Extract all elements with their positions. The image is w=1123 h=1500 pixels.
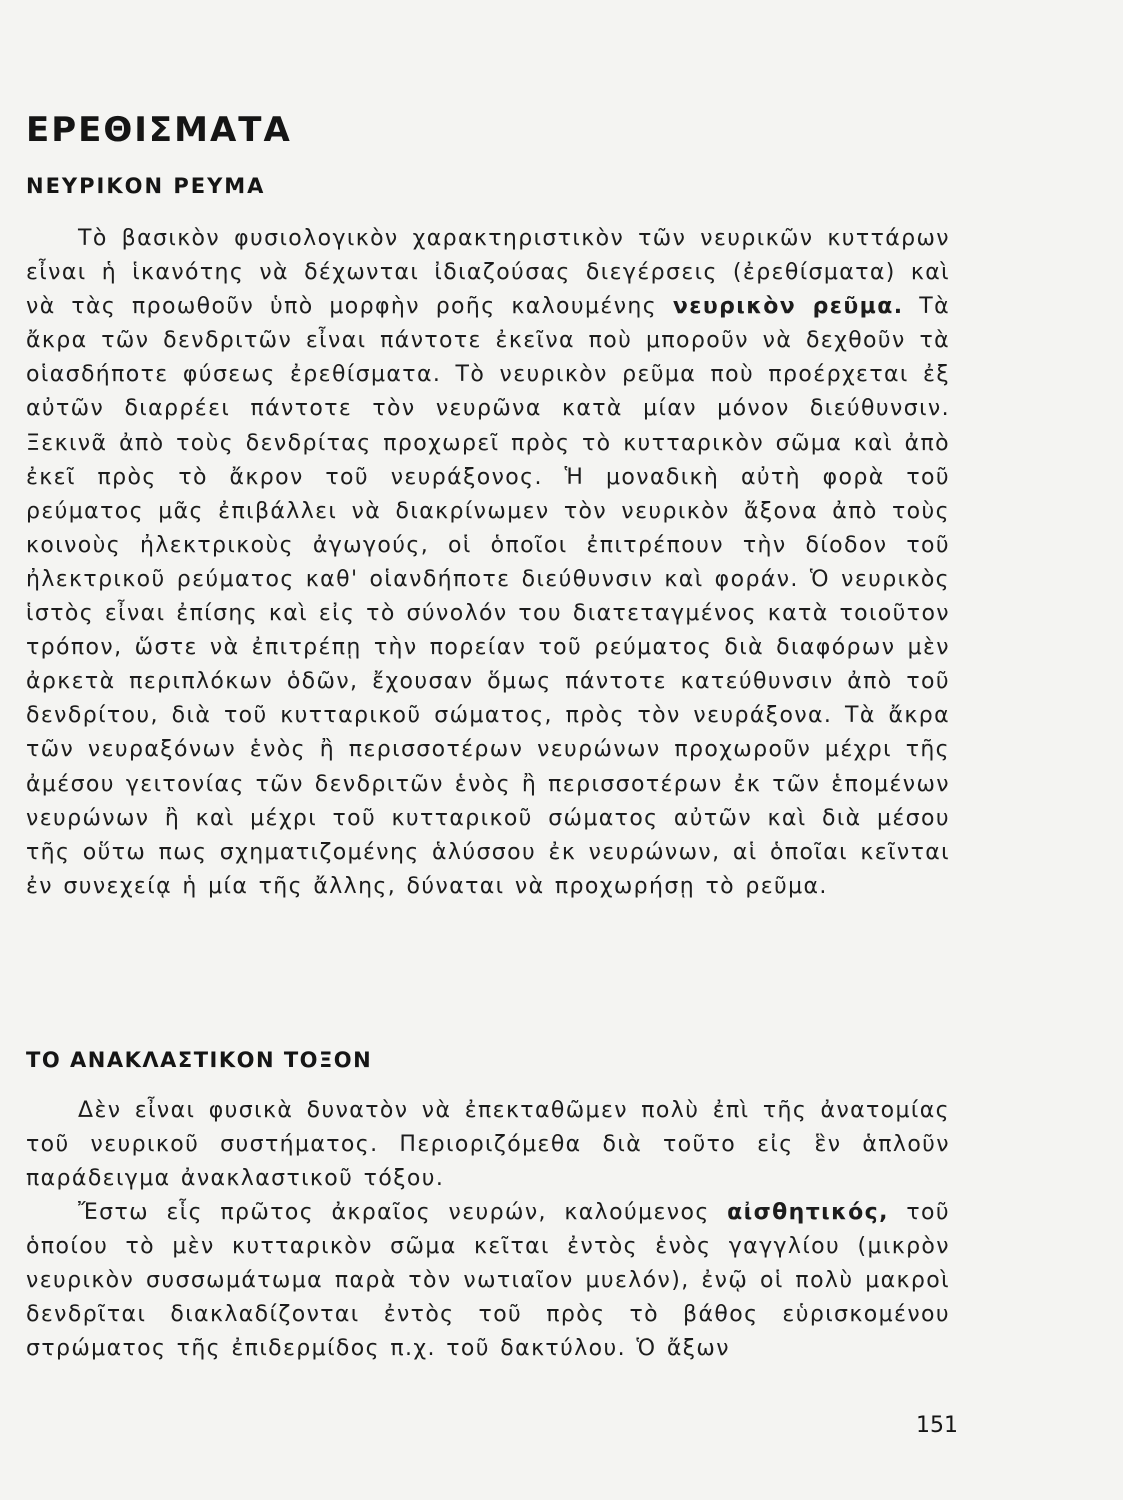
paragraph-sensory-neuron (26, 1196, 950, 1366)
paragraph-text: Τὰ ἄκρα τῶν δενδριτῶν εἶναι πάντοτε ἐκεῖνα ποὺ μποροῦν νὰ δεχθοῦν τὰ οἱασδήποτε φύσεως ἐρεθίσματα. Τὸ νευρικὸν ρεῦμα ποὺ προέρχεται ἐξ αὐτῶν διαρρέει πάντοτε τὸν νευρῶνα κατὰ μίαν μόνον διεύθυνσιν. Ξεκινᾶ ἀπὸ τοὺς δενδρίτας προχωρεῖ πρὸς τὸ κυτταρικὸν σῶμα καὶ ἀπὸ ἐκεῖ πρὸς τὸ ἄκρον τοῦ νευράξονος. Ἡ μοναδικὴ αὐτὴ φορὰ τοῦ ρεύματος μᾶς ἐπιβάλλει νὰ διακρίνωμεν τὸν νευρικὸν ἄξονα ἀπὸ τοὺς κοινοὺς ἠλεκτρικοὺς ἀγωγούς, οἱ ὁποῖοι ἐπιτρέπουν τὴν δίοδον τοῦ ἠλεκτρικοῦ ρεύματος καθ' οἱανδήποτε διεύθυνσιν καὶ φοράν. Ὁ νευρικὸς ἱστὸς εἶναι ἐπίσης καὶ εἰς τὸ σύνολόν του διατεταγμένος κατὰ τοιοῦτον τρόπον, ὥστε νὰ ἐπιτρέπῃ τὴν πορείαν τοῦ ρεύματος διὰ διαφόρων μὲν ἀρκετὰ περιπλόκων ὁδῶν, ἔχουσαν ὅμως πάντοτε κατεύθυνσιν ἀπὸ τοῦ δενδρίτου, διὰ τοῦ κυτταρικοῦ σώματος, πρὸς τὸν νευράξονα. Τὰ ἄκρα τῶν νευραξόνων ἑνὸς ἢ περισσοτέρων νευρώνων προχωροῦν μέχρι τῆς ἀμέσου γειτονίας τῶν δενδριτῶν ἑνὸς ἢ περισσοτέρων ἐκ τῶν ἑπομένων νευρώνων ἢ καὶ μέχρι τοῦ κυτταρικοῦ σώματος αὐτῶν καὶ διὰ μέσου τῆς οὕτω πως σχηματιζομένης ἁλύσσου ἐκ νευρώνων, αἱ ὁποῖαι κεῖνται ἐν συνεχείᾳ ἡ μία τῆς ἄλλης, δύναται νὰ προχωρήσῃ τὸ ρεῦμα. (26, 294, 951, 899)
page-title: ΕΡΕΘΙΣΜΑΤΑ (26, 110, 292, 150)
paragraph-text: Τὸ βασικὸν φυσιολογικὸν χαρακτηριστικὸν τῶν νευρικῶν κυττάρων εἶναι ἡ ἱκανότης νὰ δέχωνται ἰδιαζούσας διεγέρσεις (ἐρεθίσματα) καὶ νὰ τὰς προωθοῦν ὑπὸ μορφὴν ροῆς καλουμένης (26, 226, 950, 320)
section-heading-reflex-arc: ΤΟ ΑΝΑΚΛΑΣΤΙΚΟΝ ΤΟΞΟΝ (26, 1048, 373, 1072)
paragraph-text: Ἔστω εἷς πρῶτος ἀκραῖος νευρών, καλούμενος (78, 1200, 728, 1225)
paragraph-neural-current (26, 222, 950, 904)
bold-term-neural-current: νευρικὸν ρεῦμα. (672, 294, 904, 320)
bold-term-sensory: αἰσθητικός, (727, 1200, 889, 1225)
page-number: 151 (916, 1413, 958, 1438)
paragraph-reflex-intro: Δὲν εἶναι φυσικὰ δυνατὸν νὰ ἐπεκταθῶμεν πολὺ ἐπὶ τῆς ἀνατομίας τοῦ νευρικοῦ συστήματος. Περιοριζόμεθα διὰ τοῦτο εἰς ἓν ἁπλοῦν παράδειγμα ἀνακλαστικοῦ τόξου. (26, 1098, 950, 1192)
paragraph-text: τοῦ ὁποίου τὸ μὲν κυτταρικὸν σῶμα κεῖται ἐντὸς ἑνὸς γαγγλίου (μικρὸν νευρικὸν συσσωμάτωμα παρὰ τὸν νωτιαῖον μυελόν), ἐνῷ οἱ πολὺ μακροὶ δενδρῖται διακλαδίζονται ἐντὸς τοῦ πρὸς τὸ βάθος εὑρισκομένου στρώματος τῆς ἐπιδερμίδος π.χ. τοῦ δακτύλου. Ὁ ἄξων (26, 1200, 951, 1362)
section-heading-neural-current: ΝΕΥΡΙΚΟΝ ΡΕΥΜΑ (26, 174, 266, 198)
